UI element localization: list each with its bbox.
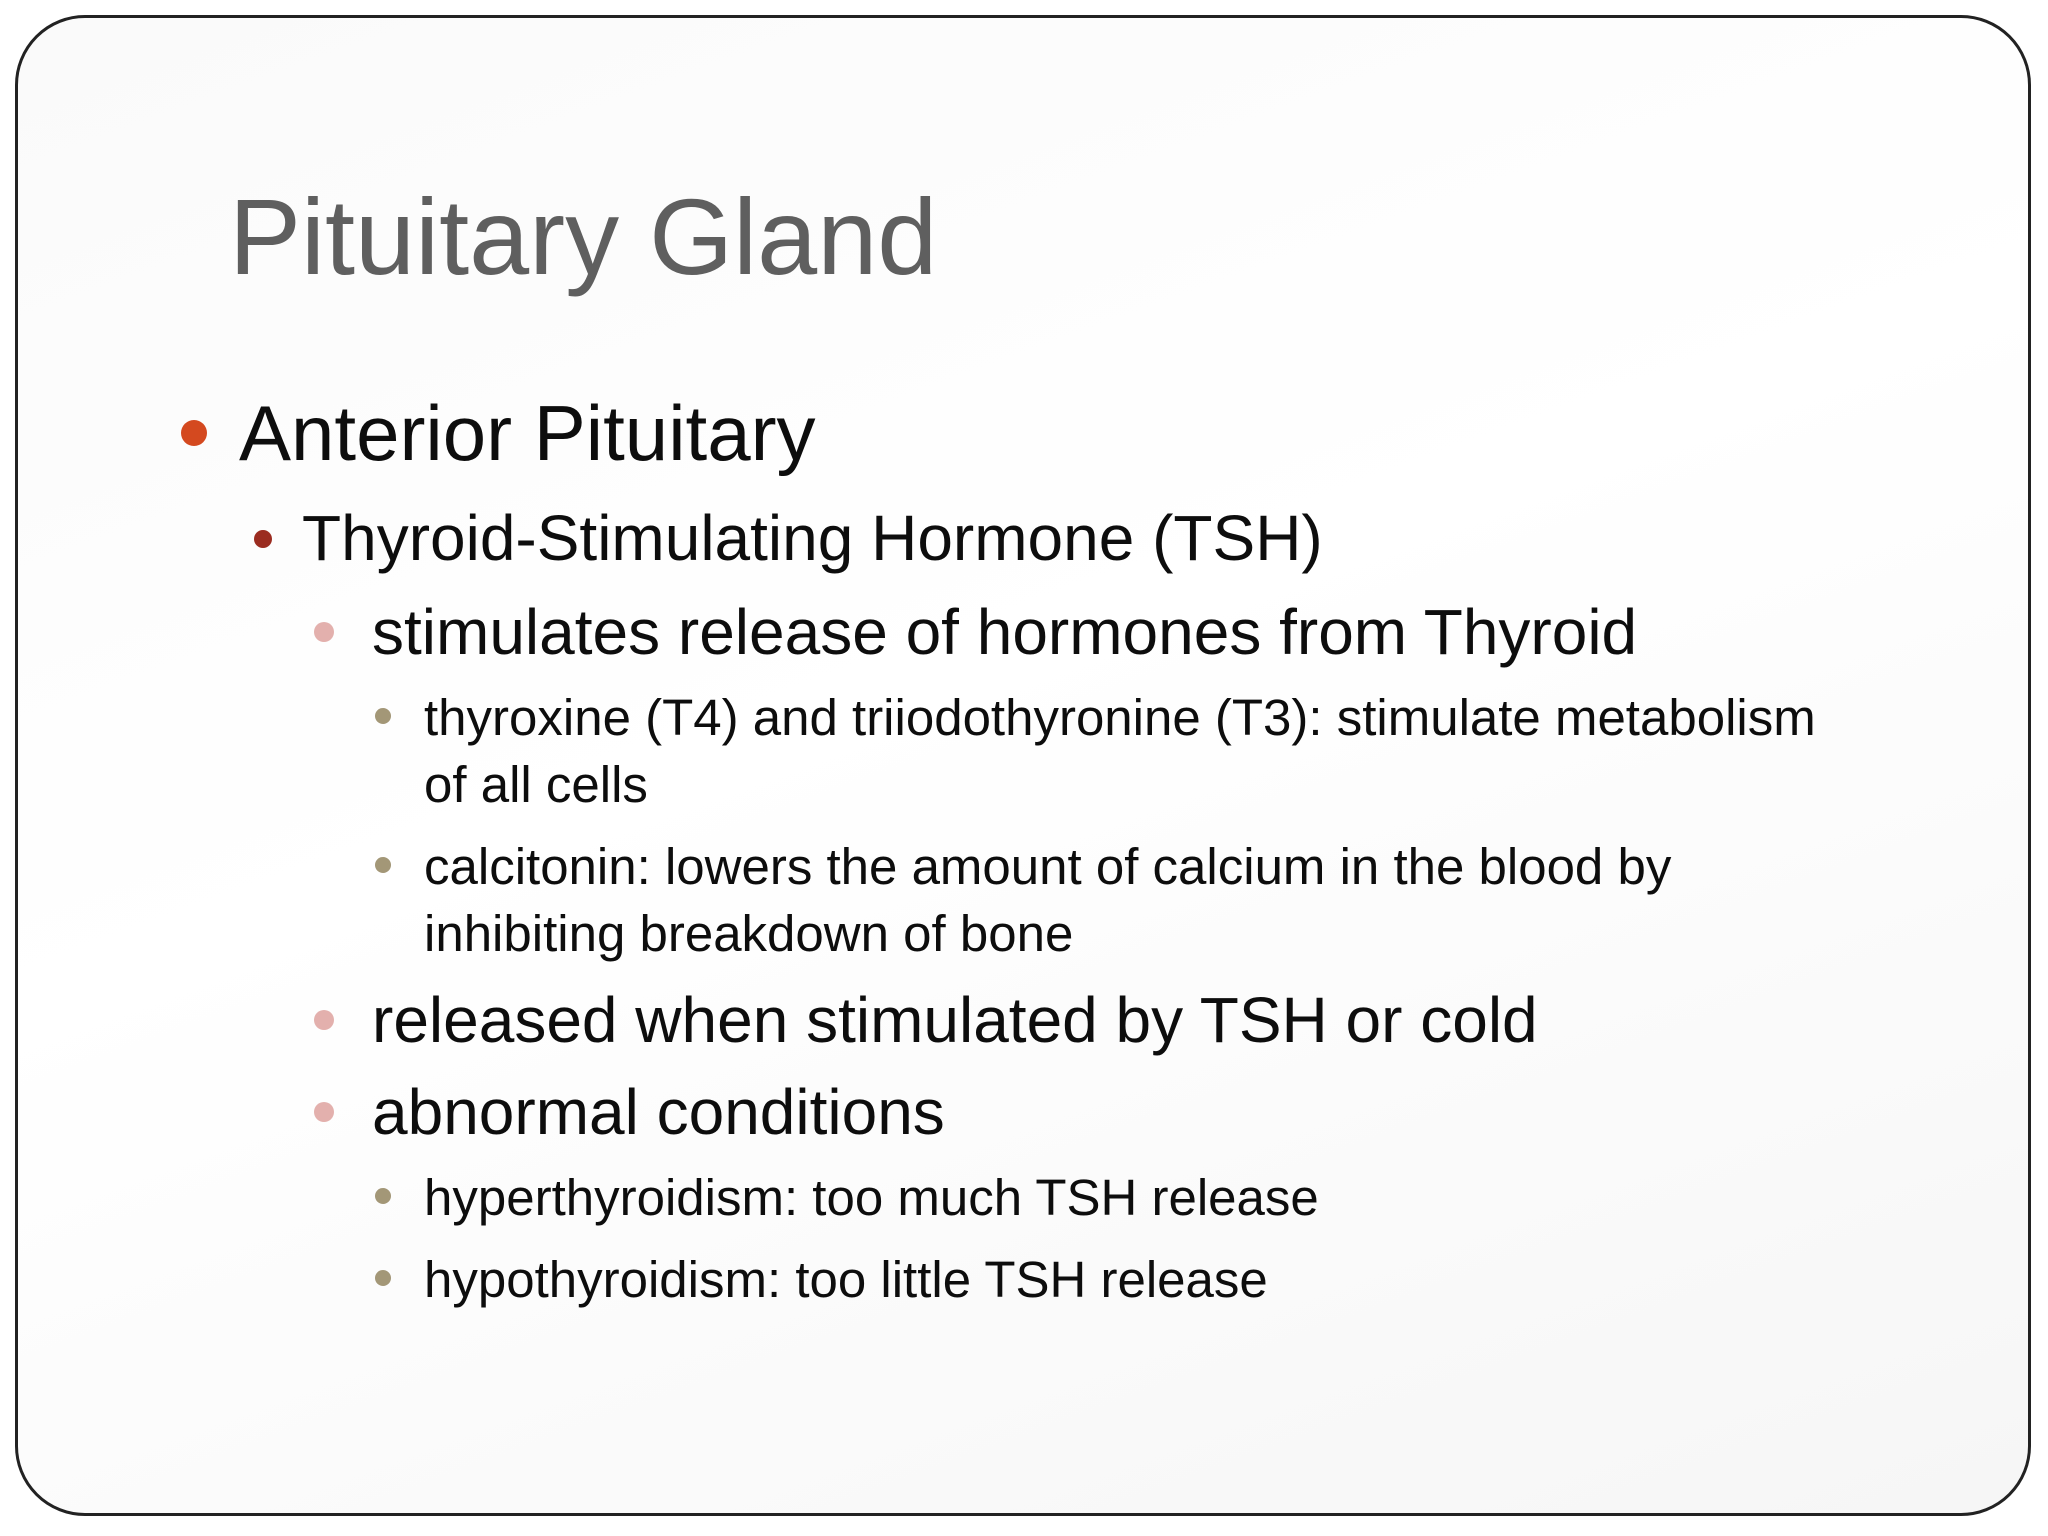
bullet-item-level3 xyxy=(314,594,1637,670)
bullet-item-level4 xyxy=(375,1246,1855,1313)
bullet-item-level3 xyxy=(314,982,1538,1058)
bullet-text: Anterior Pituitary xyxy=(239,389,816,477)
bullet-text: calcitonin: lowers the amount of calcium in the blood by inhibiting breakdown of bone xyxy=(424,838,1672,962)
bullet-dot-icon xyxy=(181,420,207,446)
bullet-dot-icon xyxy=(314,1010,334,1030)
bullet-dot-icon xyxy=(254,530,272,548)
slide xyxy=(15,15,2031,1516)
bullet-text: hyperthyroidism: too much TSH release xyxy=(424,1169,1319,1226)
bullet-item-level4 xyxy=(375,684,1855,818)
bullet-dot-icon xyxy=(375,708,391,724)
bullet-text: thyroxine (T4) and triiodothyronine (T3): stimulate metabolism of all cells xyxy=(424,689,1816,813)
bullet-item-level4 xyxy=(375,1164,1855,1231)
bullet-dot-icon xyxy=(314,1102,334,1122)
bullet-text: Thyroid-Stimulating Hormone (TSH) xyxy=(302,502,1323,574)
slide-title: Pituitary Gland xyxy=(229,176,938,297)
bullet-outline xyxy=(18,18,2028,1513)
bullet-dot-icon xyxy=(375,1188,391,1204)
bullet-text: released when stimulated by TSH or cold xyxy=(372,984,1538,1056)
bullet-text: hypothyroidism: too little TSH release xyxy=(424,1251,1268,1308)
bullet-dot-icon xyxy=(314,622,334,642)
bullet-item-level2 xyxy=(254,500,1323,576)
bullet-dot-icon xyxy=(375,857,391,873)
bullet-dot-icon xyxy=(375,1270,391,1286)
bullet-item-level1 xyxy=(181,388,816,478)
bullet-item-level3 xyxy=(314,1074,945,1150)
bullet-item-level4 xyxy=(375,833,1855,967)
bullet-text: abnormal conditions xyxy=(372,1076,945,1148)
bullet-text: stimulates release of hormones from Thyroid xyxy=(372,596,1638,668)
